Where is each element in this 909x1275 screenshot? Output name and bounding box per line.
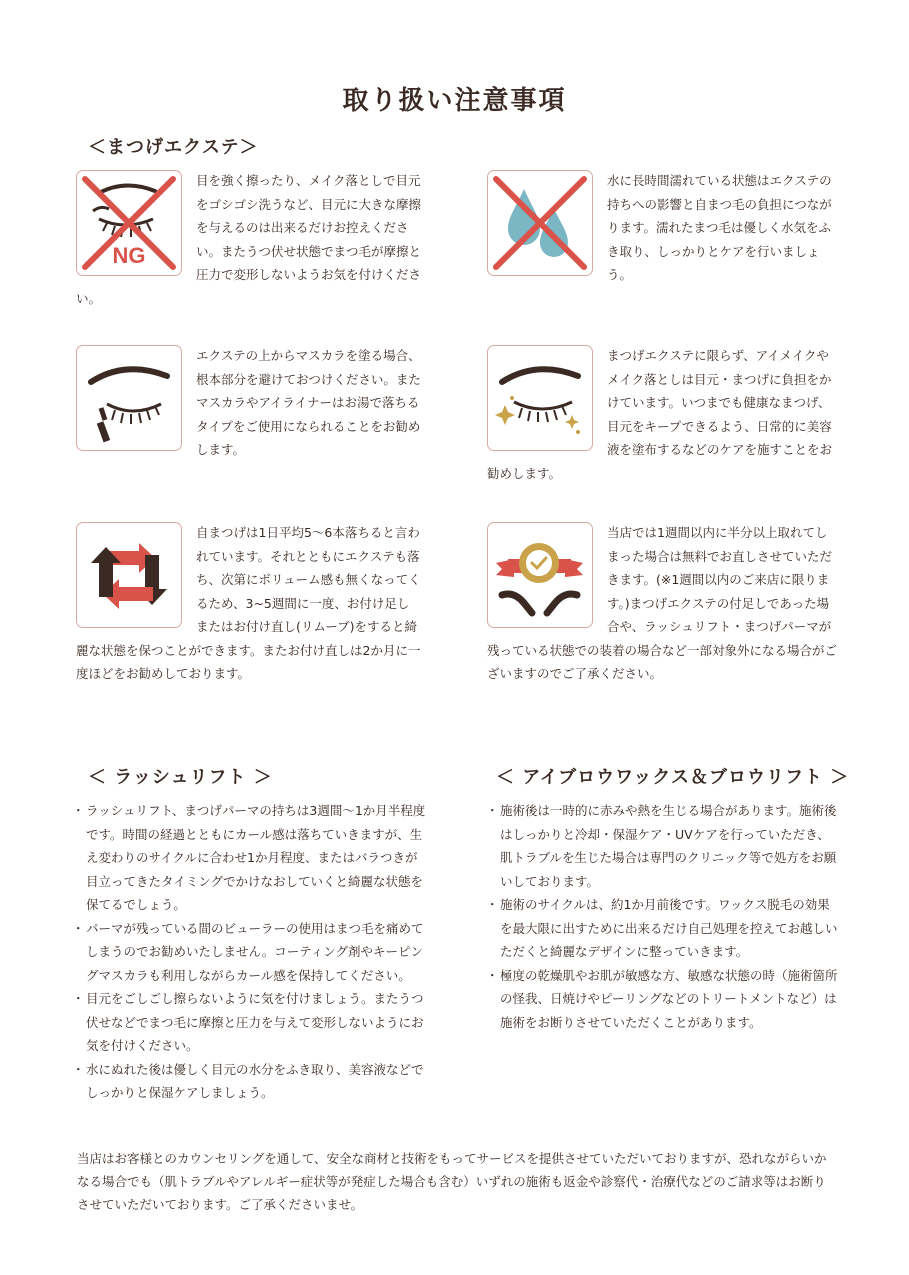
- section-heading-brow: ＜ アイブロウワックス＆ブロウリフト ＞: [496, 767, 850, 788]
- footer-disclaimer: 当店はお客様とのカウンセリングを通して、安全な商材と技術をもってサービスを提供させていただいておりますが、恐れながらいかなる場合でも（肌トラブルやアレルギー症状等が発症した場合も含む）いずれの施術も返金や診察代・治療代などのご請求等はお断りさせていただいております。ご了承くださいませ。: [77, 1151, 827, 1212]
- care-item-guarantee: [487, 521, 837, 686]
- no-rubbing-eyes-icon: [76, 170, 182, 276]
- no-water-drops-icon: [487, 170, 593, 276]
- lashlift-list: [76, 799, 426, 1105]
- brow-list: [490, 799, 840, 1034]
- care-item-text: 当店では1週間以内に半分以上取れてしまった場合は無料でお直しさせていただきます。(※1週間以内のご来店に限ります。)まつげエクステの付足しであった場合や、ラッシュリフト・まつげパーマが残っている状態での装着の場合など一部対象外になる場合がございますのでご了承ください。: [487, 525, 838, 681]
- sparkling-eye-icon: [487, 345, 593, 451]
- list-item: ・ 極度の乾燥肌やお肌が敏感な方、敏感な状態の時（施術箇所の怪我、日焼けやピーリングなどのトリートメントなど）は施術をお断りさせていただくことがあります。: [490, 964, 840, 1035]
- list-item: ・ 目元をごしごし擦らないように気を付けましょう。またうつ伏せなどでまつ毛に摩擦と圧力を与えて変形しないようにお気を付けください。: [76, 987, 426, 1058]
- page-title: 取り扱い注意事項: [342, 86, 567, 116]
- section-heading-extension: ＜まつげエクステ＞: [88, 137, 259, 158]
- care-item-makeup: [487, 344, 837, 485]
- care-item-text: 目を強く擦ったり、メイク落としで目元をゴシゴシ洗うなど、目元に大きな摩擦を与えるのは出来るだけお控えください。またうつ伏せ状態でまつ毛が摩擦と圧力で変形しないようお気を付けください。: [76, 173, 422, 306]
- list-item: ・ 施術後は一時的に赤みや熱を生じる場合があります。施術後はしっかりと冷却・保湿ケア・UVケアを行っていただき、肌トラブルを生じた場合は専門のクリニック等で処方をお願いしております。: [490, 799, 840, 893]
- guarantee-badge-icon: [487, 522, 593, 628]
- care-item-text: まつげエクステに限らず、アイメイクやメイク落としは目元・まつげに負担をかけています。いつまでも健康なまつげ、目元をキープできるよう、日常的に美容液を塗布するなどのケアを施すことをお勧めします。: [487, 348, 833, 481]
- care-item-refill: [76, 521, 421, 686]
- list-item: ・ 施術のサイクルは、約1か月前後です。ワックス脱毛の効果を最大限に出すために出来るだけ自己処理を控えてお越しいただくと綺麗なデザインに整っていきます。: [490, 893, 840, 964]
- care-item-water: [487, 169, 837, 287]
- mascara-eye-icon: [76, 345, 182, 451]
- refresh-cycle-icon: [76, 522, 182, 628]
- list-item: ・ 水にぬれた後は優しく目元の水分をふき取り、美容液などでしっかりと保湿ケアしましょう。: [76, 1058, 426, 1105]
- care-item-mascara: [76, 344, 426, 462]
- care-item-text: エクステの上からマスカラを塗る場合、根本部分を避けておつけください。またマスカラやアイライナーはお湯で落ちるタイプをご使用になられることをお勧めします。: [196, 348, 421, 457]
- list-item: ・ ラッシュリフト、まつげパーマの持ちは3週間～1か月半程度です。時間の経過とともにカール感は落ちていきますが、生え変わりのサイクルに合わせ1か月程度、またはバラつきが目立ってきたタイミングでかけなおしていくと綺麗な状態を保てるでしょう。: [76, 799, 426, 917]
- care-item-text: 水に長時間濡れている状態はエクステの持ちへの影響と自まつ毛の負担につながります。濡れたまつ毛は優しく水気をふき取り、しっかりとケアを行いましょう。: [607, 173, 832, 282]
- ng-label: NG: [112, 243, 146, 268]
- care-item-text: 自まつげは1日平均5～6本落ちると言われています。それとともにエクステも落ち、次第にボリューム感も無くなってくるため、3~5週間に一度、お付け足しまたはお付け直し(リムーブ)をすると綺麗な状態を保つことができます。またお付け直しは2か月に一度ほどをお勧めしております。: [76, 525, 421, 681]
- section-heading-lashlift: ＜ ラッシュリフト ＞: [88, 767, 273, 788]
- list-item: ・ パーマが残っている間のビューラーの使用はまつ毛を痛めてしまうのでお勧めいたしません。コーティング剤やキーピングマスカラも利用しながらカール感を保持してください。: [76, 917, 426, 988]
- care-item-rubbing: [76, 169, 426, 310]
